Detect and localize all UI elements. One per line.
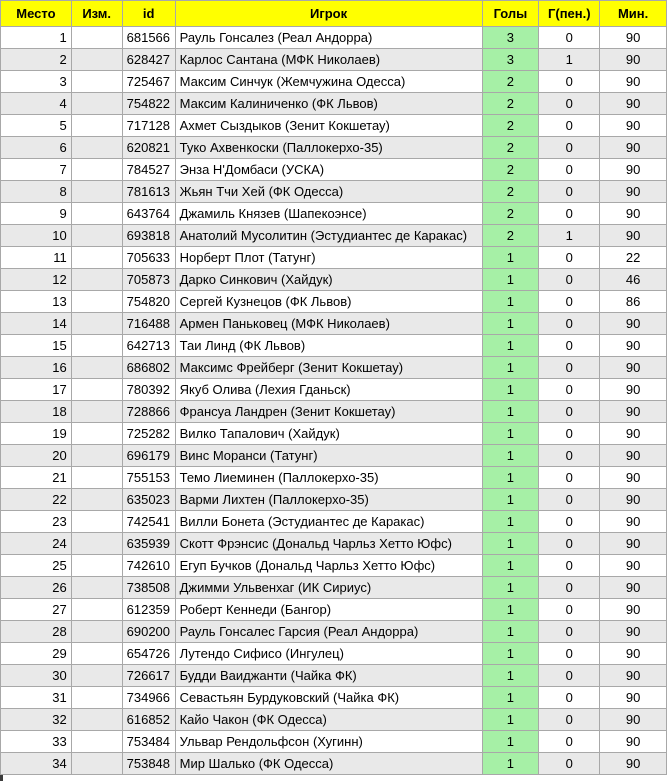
table-row — [1, 621, 667, 643]
cell-change[interactable] — [71, 225, 122, 247]
cell-id[interactable]: 725467 — [122, 71, 175, 93]
cell-change[interactable] — [71, 291, 122, 313]
cell-pen[interactable]: 0 — [539, 555, 600, 577]
cell-player[interactable]: Кайо Чакон (ФК Одесса) — [175, 709, 482, 731]
cell-pen[interactable]: 0 — [539, 247, 600, 269]
cell-place[interactable]: 22 — [1, 489, 72, 511]
col-header-id[interactable]: id — [122, 1, 175, 27]
cell-id[interactable]: 753848 — [122, 753, 175, 775]
cell-id[interactable]: 726617 — [122, 665, 175, 687]
cell-player[interactable]: Винс Моранси (Татунг) — [175, 445, 482, 467]
cell-goals[interactable]: 2 — [482, 137, 539, 159]
cell-pen[interactable]: 0 — [539, 93, 600, 115]
table-row — [1, 731, 667, 753]
cell-pen[interactable]: 0 — [539, 181, 600, 203]
cell-id[interactable]: 612359 — [122, 599, 175, 621]
cell-change[interactable] — [71, 665, 122, 687]
cell-pen[interactable]: 0 — [539, 203, 600, 225]
cell-goals[interactable]: 1 — [482, 643, 539, 665]
cell-id[interactable]: 754822 — [122, 93, 175, 115]
cell-place[interactable]: 32 — [1, 709, 72, 731]
table-row — [1, 687, 667, 709]
cell-player[interactable]: Карлос Сантана (МФК Николаев) — [175, 49, 482, 71]
cell-player[interactable]: Джимми Ульвенхаг (ИК Сириус) — [175, 577, 482, 599]
cell-min[interactable]: 90 — [600, 533, 667, 555]
cell-min[interactable]: 90 — [600, 401, 667, 423]
cell-goals[interactable]: 2 — [482, 115, 539, 137]
cell-goals[interactable]: 2 — [482, 225, 539, 247]
cell-place[interactable]: 10 — [1, 225, 72, 247]
col-header-goals[interactable]: Голы — [482, 1, 539, 27]
cell-place[interactable]: 9 — [1, 203, 72, 225]
cell-change[interactable] — [71, 93, 122, 115]
cell-min[interactable]: 90 — [600, 115, 667, 137]
cell-change[interactable] — [71, 203, 122, 225]
cell-id[interactable]: 654726 — [122, 643, 175, 665]
cell-change[interactable] — [71, 467, 122, 489]
table-row — [1, 533, 667, 555]
cell-change[interactable] — [71, 621, 122, 643]
cell-change[interactable] — [71, 445, 122, 467]
table-row — [1, 599, 667, 621]
cell-min[interactable]: 86 — [600, 291, 667, 313]
cell-id[interactable]: 686802 — [122, 357, 175, 379]
cell-pen[interactable]: 0 — [539, 291, 600, 313]
cell-player[interactable]: Норберт Плот (Татунг) — [175, 247, 482, 269]
cell-min[interactable]: 46 — [600, 269, 667, 291]
table-row — [1, 401, 667, 423]
cell-min[interactable]: 90 — [600, 511, 667, 533]
cell-place[interactable]: 28 — [1, 621, 72, 643]
cell-pen[interactable]: 0 — [539, 753, 600, 775]
cell-id[interactable]: 643764 — [122, 203, 175, 225]
cell-change[interactable] — [71, 423, 122, 445]
cell-place[interactable]: 5 — [1, 115, 72, 137]
cell-goals[interactable]: 1 — [482, 731, 539, 753]
cell-change[interactable] — [71, 357, 122, 379]
cell-player[interactable]: Джамиль Князев (Шапекоэнсе) — [175, 203, 482, 225]
cell-goals[interactable]: 1 — [482, 269, 539, 291]
cell-player[interactable]: Севастьян Бурдуковский (Чайка ФК) — [175, 687, 482, 709]
cell-min[interactable]: 90 — [600, 357, 667, 379]
cell-place[interactable]: 12 — [1, 269, 72, 291]
table-row — [1, 203, 667, 225]
cell-player[interactable]: Роберт Кеннеди (Бангор) — [175, 599, 482, 621]
cell-change[interactable] — [71, 313, 122, 335]
cell-id[interactable]: 738508 — [122, 577, 175, 599]
cell-player[interactable]: Скотт Фрэнсис (Дональд Чарльз Хетто Юфс) — [175, 533, 482, 555]
cell-goals[interactable]: 1 — [482, 533, 539, 555]
table-row — [1, 71, 667, 93]
cell-goals[interactable]: 1 — [482, 313, 539, 335]
cell-goals[interactable]: 2 — [482, 93, 539, 115]
cell-pen[interactable]: 0 — [539, 27, 600, 49]
cell-change[interactable] — [71, 247, 122, 269]
cell-player[interactable]: Лутендо Сифисо (Ингулец) — [175, 643, 482, 665]
table-row — [1, 247, 667, 269]
cell-player[interactable]: Варми Лихтен (Паллокерхо-35) — [175, 489, 482, 511]
cell-change[interactable] — [71, 731, 122, 753]
table-row — [1, 665, 667, 687]
cell-goals[interactable]: 1 — [482, 687, 539, 709]
cell-goals[interactable]: 1 — [482, 599, 539, 621]
cell-min[interactable]: 90 — [600, 599, 667, 621]
cell-id[interactable]: 784527 — [122, 159, 175, 181]
cell-id[interactable]: 681566 — [122, 27, 175, 49]
cell-goals[interactable]: 1 — [482, 577, 539, 599]
cell-change[interactable] — [71, 49, 122, 71]
cell-pen[interactable]: 0 — [539, 115, 600, 137]
cell-player[interactable]: Ахмет Сыздыков (Зенит Кокшетау) — [175, 115, 482, 137]
cell-change[interactable] — [71, 335, 122, 357]
cell-id[interactable]: 781613 — [122, 181, 175, 203]
cell-pen[interactable]: 0 — [539, 687, 600, 709]
cell-goals[interactable]: 1 — [482, 621, 539, 643]
cell-place[interactable]: 20 — [1, 445, 72, 467]
cell-pen[interactable]: 0 — [539, 709, 600, 731]
cell-id[interactable]: 696179 — [122, 445, 175, 467]
cell-place[interactable]: 7 — [1, 159, 72, 181]
cell-min[interactable]: 22 — [600, 247, 667, 269]
cell-player[interactable]: Будди Ваиджанти (Чайка ФК) — [175, 665, 482, 687]
cell-pen[interactable]: 0 — [539, 599, 600, 621]
cell-pen[interactable]: 1 — [539, 225, 600, 247]
cell-min[interactable]: 90 — [600, 225, 667, 247]
cell-pen[interactable]: 0 — [539, 137, 600, 159]
cell-id[interactable]: 690200 — [122, 621, 175, 643]
cell-min[interactable]: 90 — [600, 423, 667, 445]
cell-player[interactable]: Жьян Тчи Хей (ФК Одесса) — [175, 181, 482, 203]
cell-place[interactable]: 15 — [1, 335, 72, 357]
cell-id[interactable]: 635939 — [122, 533, 175, 555]
cell-goals[interactable]: 2 — [482, 159, 539, 181]
cell-id[interactable]: 742610 — [122, 555, 175, 577]
cell-min[interactable]: 90 — [600, 621, 667, 643]
cell-goals[interactable]: 1 — [482, 357, 539, 379]
cell-goals[interactable]: 1 — [482, 247, 539, 269]
cell-goals[interactable]: 1 — [482, 423, 539, 445]
cell-player[interactable]: Сергей Кузнецов (ФК Львов) — [175, 291, 482, 313]
table-row — [1, 49, 667, 71]
cell-pen[interactable]: 0 — [539, 467, 600, 489]
cell-goals[interactable]: 2 — [482, 181, 539, 203]
cell-player[interactable]: Егуп Бучков (Дональд Чарльз Хетто Юфс) — [175, 555, 482, 577]
cell-goals[interactable]: 1 — [482, 665, 539, 687]
cell-player[interactable]: Рауль Гонсалез (Реал Андорра) — [175, 27, 482, 49]
cell-goals[interactable]: 1 — [482, 753, 539, 775]
cell-min[interactable]: 90 — [600, 313, 667, 335]
cell-player[interactable]: Вилко Тапалович (Хайдук) — [175, 423, 482, 445]
cell-place[interactable]: 11 — [1, 247, 72, 269]
cell-player[interactable]: Дарко Синкович (Хайдук) — [175, 269, 482, 291]
table-row — [1, 269, 667, 291]
cell-id[interactable]: 754820 — [122, 291, 175, 313]
cell-place[interactable]: 13 — [1, 291, 72, 313]
cell-min[interactable]: 90 — [600, 71, 667, 93]
table-row — [1, 335, 667, 357]
cell-place[interactable]: 18 — [1, 401, 72, 423]
table-row — [1, 577, 667, 599]
table-row — [1, 357, 667, 379]
cell-player[interactable]: Мир Шалько (ФК Одесса) — [175, 753, 482, 775]
cell-pen[interactable]: 0 — [539, 423, 600, 445]
cell-id[interactable]: 742541 — [122, 511, 175, 533]
cell-id[interactable]: 616852 — [122, 709, 175, 731]
cell-id[interactable]: 642713 — [122, 335, 175, 357]
cell-change[interactable] — [71, 599, 122, 621]
cell-goals[interactable]: 3 — [482, 49, 539, 71]
col-header-place[interactable]: Место — [1, 1, 72, 27]
cell-goals[interactable]: 1 — [482, 489, 539, 511]
cell-change[interactable] — [71, 555, 122, 577]
cell-player[interactable]: Максим Калиниченко (ФК Львов) — [175, 93, 482, 115]
cell-player[interactable]: Максимс Фрейберг (Зенит Кокшетау) — [175, 357, 482, 379]
cell-pen[interactable]: 0 — [539, 533, 600, 555]
table-row — [1, 467, 667, 489]
cell-player[interactable]: Армен Паньковец (МФК Николаев) — [175, 313, 482, 335]
cell-pen[interactable]: 0 — [539, 511, 600, 533]
cell-player[interactable]: Рауль Гонсалес Гарсия (Реал Андорра) — [175, 621, 482, 643]
cell-change[interactable] — [71, 181, 122, 203]
col-header-change[interactable]: Изм. — [71, 1, 122, 27]
cell-goals[interactable]: 1 — [482, 467, 539, 489]
table-row — [1, 709, 667, 731]
cell-change[interactable] — [71, 577, 122, 599]
cell-id[interactable]: 753484 — [122, 731, 175, 753]
cell-change[interactable] — [71, 379, 122, 401]
table-row — [1, 445, 667, 467]
cell-id[interactable]: 728866 — [122, 401, 175, 423]
cell-player[interactable]: Анатолий Мусолитин (Эстудиантес де Каракас) — [175, 225, 482, 247]
cell-change[interactable] — [71, 71, 122, 93]
table-row — [1, 159, 667, 181]
cell-change[interactable] — [71, 159, 122, 181]
cell-player[interactable]: Франсуа Ландрен (Зенит Кокшетау) — [175, 401, 482, 423]
cell-id[interactable]: 635023 — [122, 489, 175, 511]
cell-pen[interactable]: 0 — [539, 621, 600, 643]
table-row — [1, 313, 667, 335]
cell-place[interactable]: 25 — [1, 555, 72, 577]
cell-change[interactable] — [71, 643, 122, 665]
cell-min[interactable]: 90 — [600, 137, 667, 159]
cell-min[interactable]: 90 — [600, 665, 667, 687]
cell-place[interactable]: 34 — [1, 753, 72, 775]
cell-change[interactable] — [71, 115, 122, 137]
cell-goals[interactable]: 1 — [482, 335, 539, 357]
table-row — [1, 27, 667, 49]
cell-min[interactable]: 90 — [600, 181, 667, 203]
cell-place[interactable]: 29 — [1, 643, 72, 665]
cell-change[interactable] — [71, 533, 122, 555]
cell-min[interactable]: 90 — [600, 489, 667, 511]
cell-goals[interactable]: 3 — [482, 27, 539, 49]
cell-pen[interactable]: 0 — [539, 313, 600, 335]
cell-change[interactable] — [71, 27, 122, 49]
cell-place[interactable]: 30 — [1, 665, 72, 687]
cell-min[interactable]: 90 — [600, 93, 667, 115]
table-row — [1, 753, 667, 775]
cell-change[interactable] — [71, 269, 122, 291]
cell-place[interactable]: 3 — [1, 71, 72, 93]
cell-place[interactable]: 17 — [1, 379, 72, 401]
cell-min[interactable]: 90 — [600, 335, 667, 357]
cell-id[interactable]: 705633 — [122, 247, 175, 269]
cell-goals[interactable]: 1 — [482, 555, 539, 577]
cell-player[interactable]: Ульвар Рендольфсон (Хугинн) — [175, 731, 482, 753]
cell-id[interactable]: 693818 — [122, 225, 175, 247]
cell-pen[interactable]: 0 — [539, 577, 600, 599]
cell-player[interactable]: Якуб Олива (Лехия Гданьск) — [175, 379, 482, 401]
cell-change[interactable] — [71, 753, 122, 775]
cell-id[interactable]: 755153 — [122, 467, 175, 489]
cell-pen[interactable]: 0 — [539, 643, 600, 665]
table-row — [1, 511, 667, 533]
cell-place[interactable]: 23 — [1, 511, 72, 533]
table-row — [1, 423, 667, 445]
cell-goals[interactable]: 1 — [482, 511, 539, 533]
cell-pen[interactable]: 0 — [539, 665, 600, 687]
cell-min[interactable]: 90 — [600, 577, 667, 599]
cell-place[interactable]: 27 — [1, 599, 72, 621]
cell-pen[interactable]: 0 — [539, 71, 600, 93]
cell-place[interactable]: 14 — [1, 313, 72, 335]
cell-id[interactable]: 628427 — [122, 49, 175, 71]
cell-place[interactable]: 16 — [1, 357, 72, 379]
cell-min[interactable]: 90 — [600, 49, 667, 71]
cell-place[interactable]: 21 — [1, 467, 72, 489]
cell-place[interactable]: 19 — [1, 423, 72, 445]
cell-pen[interactable]: 0 — [539, 489, 600, 511]
cell-min[interactable]: 90 — [600, 445, 667, 467]
cell-place[interactable]: 31 — [1, 687, 72, 709]
cell-change[interactable] — [71, 709, 122, 731]
cell-player[interactable]: Таи Линд (ФК Львов) — [175, 335, 482, 357]
cell-goals[interactable]: 1 — [482, 401, 539, 423]
cell-id[interactable]: 705873 — [122, 269, 175, 291]
cell-id[interactable]: 620821 — [122, 137, 175, 159]
cell-id[interactable]: 725282 — [122, 423, 175, 445]
cell-pen[interactable]: 0 — [539, 401, 600, 423]
cell-player[interactable]: Энза Н'Домбаси (УСКА) — [175, 159, 482, 181]
cell-id[interactable]: 734966 — [122, 687, 175, 709]
table-row — [1, 489, 667, 511]
header-row — [1, 1, 667, 27]
col-header-pen[interactable]: Г(пен.) — [539, 1, 600, 27]
cell-pen[interactable]: 0 — [539, 379, 600, 401]
cell-min[interactable]: 90 — [600, 643, 667, 665]
cell-goals[interactable]: 1 — [482, 709, 539, 731]
cell-place[interactable]: 26 — [1, 577, 72, 599]
cell-goals[interactable]: 1 — [482, 291, 539, 313]
cell-min[interactable]: 90 — [600, 709, 667, 731]
table-row — [1, 379, 667, 401]
cell-min[interactable]: 90 — [600, 27, 667, 49]
cell-pen[interactable]: 0 — [539, 159, 600, 181]
cell-place[interactable]: 4 — [1, 93, 72, 115]
cell-place[interactable]: 24 — [1, 533, 72, 555]
table-row — [1, 93, 667, 115]
cell-min[interactable]: 90 — [600, 379, 667, 401]
cell-min[interactable]: 90 — [600, 753, 667, 775]
cell-goals[interactable]: 2 — [482, 71, 539, 93]
table-row — [1, 181, 667, 203]
table-row — [1, 115, 667, 137]
cell-place[interactable]: 8 — [1, 181, 72, 203]
cell-pen[interactable]: 1 — [539, 49, 600, 71]
cell-pen[interactable]: 0 — [539, 357, 600, 379]
col-header-player[interactable]: Игрок — [175, 1, 482, 27]
cell-change[interactable] — [71, 511, 122, 533]
table-row — [1, 225, 667, 247]
cell-pen[interactable]: 0 — [539, 731, 600, 753]
cell-min[interactable]: 90 — [600, 467, 667, 489]
cell-player[interactable]: Туко Ахвенкоски (Паллокерхо-35) — [175, 137, 482, 159]
cell-pen[interactable]: 0 — [539, 269, 600, 291]
cell-place[interactable]: 33 — [1, 731, 72, 753]
cell-id[interactable]: 780392 — [122, 379, 175, 401]
cell-change[interactable] — [71, 401, 122, 423]
cell-min[interactable]: 90 — [600, 731, 667, 753]
col-header-min[interactable]: Мин. — [600, 1, 667, 27]
cell-min[interactable]: 90 — [600, 159, 667, 181]
cell-place[interactable]: 2 — [1, 49, 72, 71]
cell-min[interactable]: 90 — [600, 687, 667, 709]
cell-place[interactable]: 6 — [1, 137, 72, 159]
cell-min[interactable]: 90 — [600, 203, 667, 225]
cell-player[interactable]: Максим Синчук (Жемчужина Одесса) — [175, 71, 482, 93]
table-row — [1, 555, 667, 577]
cell-goals[interactable]: 2 — [482, 203, 539, 225]
cell-id[interactable]: 717128 — [122, 115, 175, 137]
cell-pen[interactable]: 0 — [539, 445, 600, 467]
cell-change[interactable] — [71, 489, 122, 511]
cell-goals[interactable]: 1 — [482, 445, 539, 467]
cell-player[interactable]: Вилли Бонета (Эстудиантес де Каракас) — [175, 511, 482, 533]
cell-place[interactable]: 1 — [1, 27, 72, 49]
cell-pen[interactable]: 0 — [539, 335, 600, 357]
cell-change[interactable] — [71, 137, 122, 159]
cell-id[interactable]: 716488 — [122, 313, 175, 335]
cell-goals[interactable]: 1 — [482, 379, 539, 401]
cell-min[interactable]: 90 — [600, 555, 667, 577]
cell-change[interactable] — [71, 687, 122, 709]
table-row — [1, 137, 667, 159]
cell-player[interactable]: Темо Лиеминен (Паллокерхо-35) — [175, 467, 482, 489]
table-row — [1, 643, 667, 665]
table-row — [1, 291, 667, 313]
